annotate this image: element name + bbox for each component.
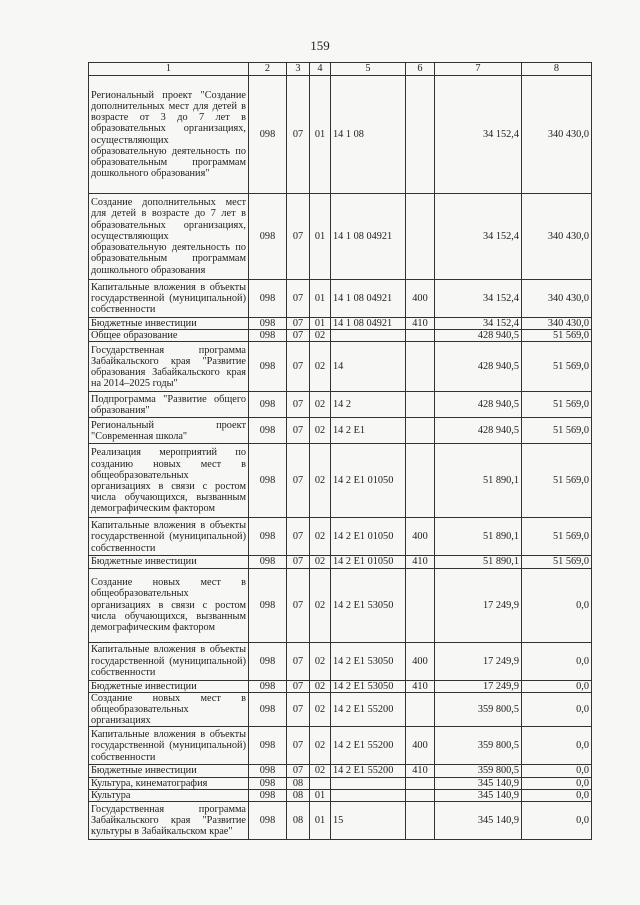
row-subsection — [310, 777, 331, 789]
row-expense-type: 410 — [406, 556, 435, 568]
row-subsection: 02 — [310, 556, 331, 568]
row-target-article — [331, 777, 406, 789]
row-amount-col8: 340 430,0 — [522, 318, 592, 330]
row-amount-col8: 0,0 — [522, 680, 592, 692]
row-name: Подпрограмма "Развитие общего образования" — [89, 392, 249, 418]
row-subsection: 01 — [310, 280, 331, 318]
row-amount-col7: 359 800,5 — [435, 692, 522, 727]
header-col-1: 1 — [89, 63, 249, 76]
header-col-4: 4 — [310, 63, 331, 76]
row-expense-type — [406, 568, 435, 642]
row-admin-code: 098 — [249, 692, 287, 727]
row-subsection: 02 — [310, 727, 331, 765]
table-row — [89, 556, 592, 568]
row-name: Капитальные вложения в объекты государственной (муниципальной) собственности — [89, 642, 249, 680]
row-target-article: 14 1 08 — [331, 76, 406, 194]
row-admin-code: 098 — [249, 777, 287, 789]
row-amount-col8: 51 569,0 — [522, 444, 592, 518]
row-amount-col8: 0,0 — [522, 802, 592, 840]
table-row — [89, 642, 592, 680]
row-admin-code: 098 — [249, 568, 287, 642]
row-amount-col8: 0,0 — [522, 692, 592, 727]
row-name: Культура — [89, 789, 249, 801]
row-amount-col8: 0,0 — [522, 727, 592, 765]
row-section: 07 — [287, 76, 310, 194]
row-section: 07 — [287, 330, 310, 342]
row-admin-code: 098 — [249, 444, 287, 518]
row-section: 07 — [287, 642, 310, 680]
row-subsection: 02 — [310, 444, 331, 518]
row-amount-col7: 359 800,5 — [435, 765, 522, 777]
header-col-7: 7 — [435, 63, 522, 76]
row-amount-col7: 51 890,1 — [435, 556, 522, 568]
row-amount-col8: 0,0 — [522, 789, 592, 801]
table-row — [89, 765, 592, 777]
row-section: 07 — [287, 556, 310, 568]
row-section: 07 — [287, 342, 310, 392]
row-name: Создание дополнительных мест для детей в возрасте до 7 лет в образовательных организациях, осуществляющих образовательную деятельность по образовательным программам дошкольного образования — [89, 194, 249, 280]
row-section: 08 — [287, 777, 310, 789]
row-amount-col8: 0,0 — [522, 765, 592, 777]
row-amount-col8: 0,0 — [522, 568, 592, 642]
row-section: 07 — [287, 280, 310, 318]
row-admin-code: 098 — [249, 76, 287, 194]
row-name: Бюджетные инвестиции — [89, 680, 249, 692]
row-expense-type: 410 — [406, 318, 435, 330]
row-subsection: 02 — [310, 765, 331, 777]
row-amount-col8: 340 430,0 — [522, 76, 592, 194]
row-expense-type: 400 — [406, 518, 435, 556]
row-expense-type — [406, 392, 435, 418]
row-amount-col8: 0,0 — [522, 642, 592, 680]
row-amount-col8: 340 430,0 — [522, 280, 592, 318]
row-admin-code: 098 — [249, 392, 287, 418]
row-admin-code: 098 — [249, 727, 287, 765]
row-amount-col7: 51 890,1 — [435, 518, 522, 556]
row-amount-col7: 34 152,4 — [435, 318, 522, 330]
row-amount-col7: 428 940,5 — [435, 330, 522, 342]
row-subsection: 02 — [310, 418, 331, 444]
row-expense-type: 410 — [406, 765, 435, 777]
table-body — [89, 76, 592, 840]
row-amount-col7: 17 249,9 — [435, 642, 522, 680]
row-name: Региональный проект "Современная школа" — [89, 418, 249, 444]
header-col-3: 3 — [287, 63, 310, 76]
header-col-2: 2 — [249, 63, 287, 76]
row-admin-code: 098 — [249, 680, 287, 692]
table-row — [89, 318, 592, 330]
row-amount-col7: 34 152,4 — [435, 76, 522, 194]
row-name: Региональный проект "Создание дополнительных мест для детей в возрасте от 3 до 7 лет в образовательных организациях, осуществляющих образовательную деятельность по образовательным программам дошкольного образования" — [89, 76, 249, 194]
row-admin-code: 098 — [249, 642, 287, 680]
row-expense-type: 400 — [406, 642, 435, 680]
row-target-article: 14 1 08 04921 — [331, 280, 406, 318]
row-subsection: 02 — [310, 518, 331, 556]
row-expense-type — [406, 692, 435, 727]
row-amount-col8: 51 569,0 — [522, 342, 592, 392]
table-row — [89, 342, 592, 392]
row-amount-col7: 17 249,9 — [435, 680, 522, 692]
row-expense-type: 400 — [406, 280, 435, 318]
row-name: Создание новых мест в общеобразовательных организациях — [89, 692, 249, 727]
row-amount-col7: 428 940,5 — [435, 342, 522, 392]
page-number: 159 — [310, 38, 330, 53]
table-row — [89, 418, 592, 444]
row-admin-code: 098 — [249, 765, 287, 777]
table-row — [89, 76, 592, 194]
header-col-8: 8 — [522, 63, 592, 76]
row-name: Создание новых мест в общеобразовательных организациях в связи с ростом числа обучающихся, вызванным демографическим фактором — [89, 568, 249, 642]
row-target-article: 14 2 E1 53050 — [331, 568, 406, 642]
row-section: 07 — [287, 318, 310, 330]
row-target-article: 14 2 — [331, 392, 406, 418]
table-row — [89, 194, 592, 280]
row-target-article: 14 1 08 04921 — [331, 318, 406, 330]
row-section: 07 — [287, 392, 310, 418]
row-section: 07 — [287, 418, 310, 444]
row-expense-type — [406, 330, 435, 342]
row-amount-col8: 0,0 — [522, 777, 592, 789]
row-section: 07 — [287, 568, 310, 642]
row-name: Бюджетные инвестиции — [89, 556, 249, 568]
row-section: 07 — [287, 194, 310, 280]
row-admin-code: 098 — [249, 802, 287, 840]
row-amount-col7: 359 800,5 — [435, 727, 522, 765]
row-target-article: 14 2 E1 53050 — [331, 642, 406, 680]
table-row — [89, 444, 592, 518]
row-amount-col7: 34 152,4 — [435, 280, 522, 318]
row-section: 07 — [287, 692, 310, 727]
row-amount-col8: 51 569,0 — [522, 418, 592, 444]
row-amount-col7: 345 140,9 — [435, 789, 522, 801]
header-col-5: 5 — [331, 63, 406, 76]
row-section: 07 — [287, 518, 310, 556]
row-target-article: 15 — [331, 802, 406, 840]
row-expense-type — [406, 802, 435, 840]
row-target-article: 14 1 08 04921 — [331, 194, 406, 280]
row-admin-code: 098 — [249, 194, 287, 280]
table-row — [89, 392, 592, 418]
row-subsection: 02 — [310, 330, 331, 342]
row-amount-col8: 51 569,0 — [522, 392, 592, 418]
row-admin-code: 098 — [249, 556, 287, 568]
row-admin-code: 098 — [249, 280, 287, 318]
row-target-article: 14 2 E1 53050 — [331, 680, 406, 692]
row-admin-code: 098 — [249, 318, 287, 330]
row-section: 08 — [287, 789, 310, 801]
row-subsection: 02 — [310, 342, 331, 392]
row-target-article: 14 2 E1 01050 — [331, 518, 406, 556]
row-subsection: 01 — [310, 194, 331, 280]
row-name: Культура, кинематография — [89, 777, 249, 789]
row-expense-type: 410 — [406, 680, 435, 692]
row-admin-code: 098 — [249, 330, 287, 342]
row-subsection: 01 — [310, 318, 331, 330]
table-row — [89, 692, 592, 727]
table-row — [89, 727, 592, 765]
table-row — [89, 777, 592, 789]
row-target-article: 14 2 E1 01050 — [331, 556, 406, 568]
row-section: 07 — [287, 680, 310, 692]
row-section: 07 — [287, 765, 310, 777]
row-subsection: 01 — [310, 789, 331, 801]
row-target-article: 14 2 E1 — [331, 418, 406, 444]
row-admin-code: 098 — [249, 342, 287, 392]
table-row — [89, 518, 592, 556]
row-subsection: 01 — [310, 76, 331, 194]
row-name: Капитальные вложения в объекты государственной (муниципальной) собственности — [89, 518, 249, 556]
row-name: Реализация мероприятий по созданию новых мест в общеобразовательных организациях в связи с ростом числа обучающихся, вызванным демографическим фактором — [89, 444, 249, 518]
row-name: Государственная программа Забайкальского края "Развитие культуры в Забайкальском крае" — [89, 802, 249, 840]
row-target-article: 14 2 E1 01050 — [331, 444, 406, 518]
row-name: Государственная программа Забайкальского края "Развитие образования Забайкальского края на 2014–2025 годы" — [89, 342, 249, 392]
row-subsection: 02 — [310, 692, 331, 727]
row-target-article — [331, 789, 406, 801]
row-expense-type: 400 — [406, 727, 435, 765]
row-subsection: 02 — [310, 642, 331, 680]
table-row — [89, 330, 592, 342]
row-amount-col7: 345 140,9 — [435, 777, 522, 789]
row-expense-type — [406, 777, 435, 789]
row-subsection: 02 — [310, 392, 331, 418]
row-subsection: 01 — [310, 802, 331, 840]
row-subsection: 02 — [310, 680, 331, 692]
row-name: Капитальные вложения в объекты государственной (муниципальной) собственности — [89, 727, 249, 765]
header-col-6: 6 — [406, 63, 435, 76]
row-amount-col8: 340 430,0 — [522, 194, 592, 280]
row-admin-code: 098 — [249, 789, 287, 801]
table-row — [89, 802, 592, 840]
table-row — [89, 280, 592, 318]
row-expense-type — [406, 194, 435, 280]
row-target-article: 14 2 E1 55200 — [331, 692, 406, 727]
row-amount-col7: 17 249,9 — [435, 568, 522, 642]
row-target-article — [331, 330, 406, 342]
row-section: 07 — [287, 444, 310, 518]
row-name: Бюджетные инвестиции — [89, 318, 249, 330]
row-amount-col7: 51 890,1 — [435, 444, 522, 518]
table-row — [89, 680, 592, 692]
row-expense-type — [406, 789, 435, 801]
row-name: Общее образование — [89, 330, 249, 342]
row-expense-type — [406, 418, 435, 444]
row-section: 07 — [287, 727, 310, 765]
row-expense-type — [406, 444, 435, 518]
row-expense-type — [406, 76, 435, 194]
row-amount-col8: 51 569,0 — [522, 330, 592, 342]
row-amount-col7: 345 140,9 — [435, 802, 522, 840]
row-amount-col8: 51 569,0 — [522, 556, 592, 568]
row-section: 08 — [287, 802, 310, 840]
table-header-row — [89, 63, 592, 76]
row-name: Капитальные вложения в объекты государственной (муниципальной) собственности — [89, 280, 249, 318]
row-target-article: 14 — [331, 342, 406, 392]
row-admin-code: 098 — [249, 418, 287, 444]
table-row — [89, 568, 592, 642]
row-subsection: 02 — [310, 568, 331, 642]
row-expense-type — [406, 342, 435, 392]
row-amount-col7: 428 940,5 — [435, 392, 522, 418]
row-amount-col7: 34 152,4 — [435, 194, 522, 280]
row-name: Бюджетные инвестиции — [89, 765, 249, 777]
row-admin-code: 098 — [249, 518, 287, 556]
row-amount-col8: 51 569,0 — [522, 518, 592, 556]
row-target-article: 14 2 E1 55200 — [331, 765, 406, 777]
budget-table — [88, 62, 592, 840]
row-target-article: 14 2 E1 55200 — [331, 727, 406, 765]
row-amount-col7: 428 940,5 — [435, 418, 522, 444]
table-row — [89, 789, 592, 801]
